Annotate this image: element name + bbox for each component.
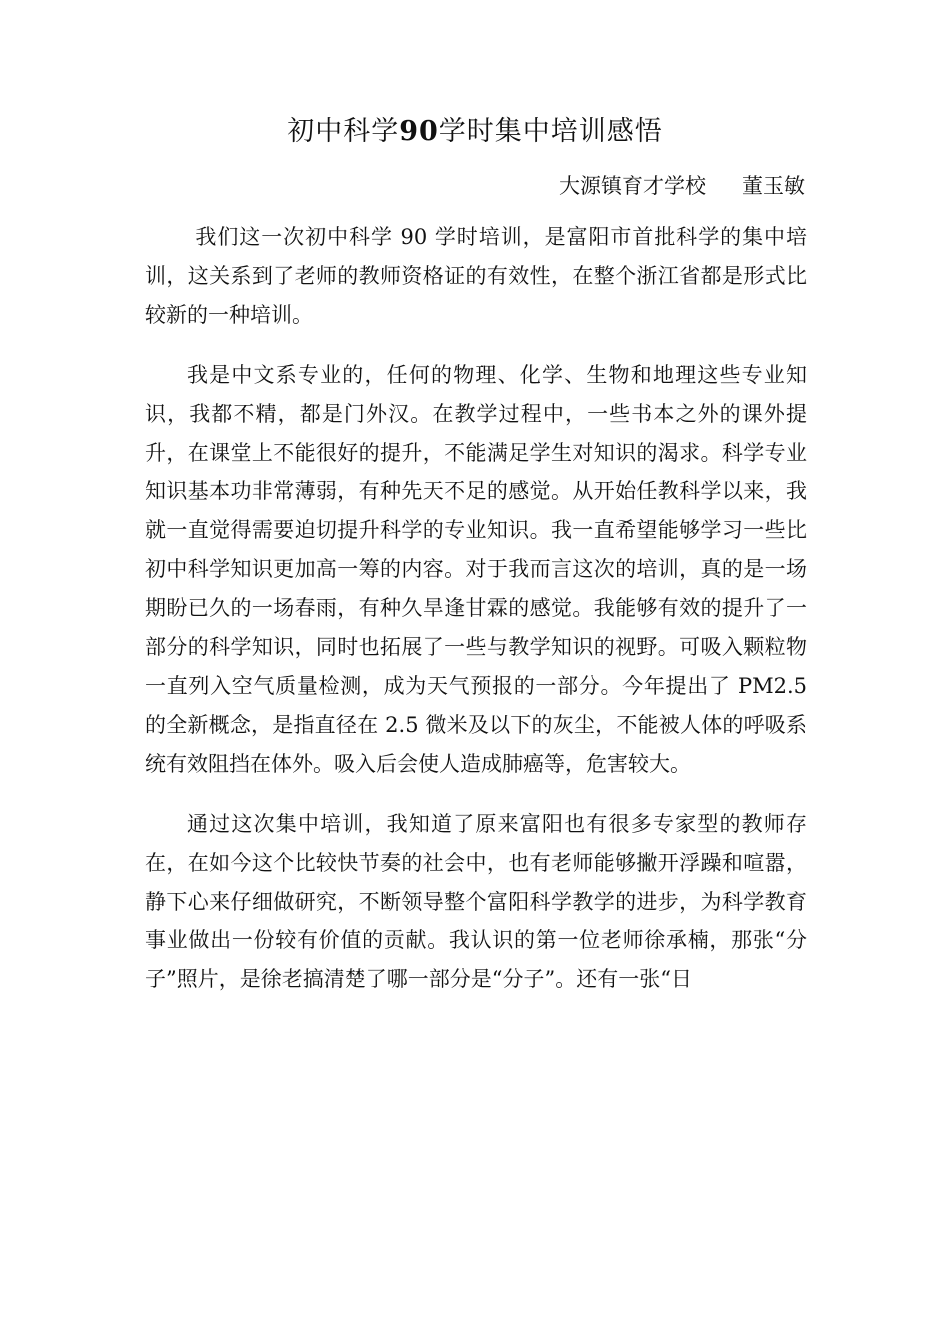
document-body	[145, 218, 807, 1020]
byline	[559, 170, 805, 202]
title-number: 90	[399, 116, 439, 147]
paragraph-2: 我是中文系专业的，任何的物理、化学、生物和地理这些专业知识，我都不精，都是门外汉。在教学过程中，一些书本之外的课外提升，在课堂上不能很好的提升，不能满足学生对知识的渴求。科学专业知识基本功非常薄弱，有种先天不足的感觉。从开始任教科学以来，我就一直觉得需要迫切提升科学的专业知识。我一直希望能够学习一些比初中科学知识更加高一筹的内容。对于我而言这次的培训，真的是一场期盼已久的一场春雨，有种久旱逢甘霖的感觉。我能够有效的提升了一部分的科学知识，同时也拓展了一些与教学知识的视野。可吸入颗粒物一直列入空气质量检测，成为天气预报的一部分。今年提出了 PM2.5 的全新概念，是指直径在 2.5 微米及以下的灰尘，不能被人体的呼吸系统有效阻挡在体外。吸入后会使人造成肺癌等，危害较大。	[145, 362, 807, 776]
paragraph-1: 我们这一次初中科学 90 学时培训，是富阳市首批科学的集中培训，这关系到了老师的教师资格证的有效性，在整个浙江省都是形式比较新的一种培训。	[145, 225, 807, 327]
title-post: 学时集中培训感悟	[438, 116, 663, 147]
document-title	[0, 112, 950, 152]
paragraph-3: 通过这次集中培训，我知道了原来富阳也有很多专家型的教师存在，在如今这个比较快节奏的社会中，也有老师能够撇开浮躁和喧嚣，静下心来仔细做研究，不断领导整个富阳科学教学的进步，为科学教育事业做出一份较有价值的贡献。我认识的第一位老师徐承楠，那张“分子”照片，是徐老搞清楚了哪一部分是“分子”。还有一张“日	[145, 811, 807, 992]
school-name: 大源镇育才学校	[559, 174, 706, 198]
author-name: 董玉敏	[742, 174, 805, 198]
title-pre: 初中科学	[287, 116, 400, 147]
